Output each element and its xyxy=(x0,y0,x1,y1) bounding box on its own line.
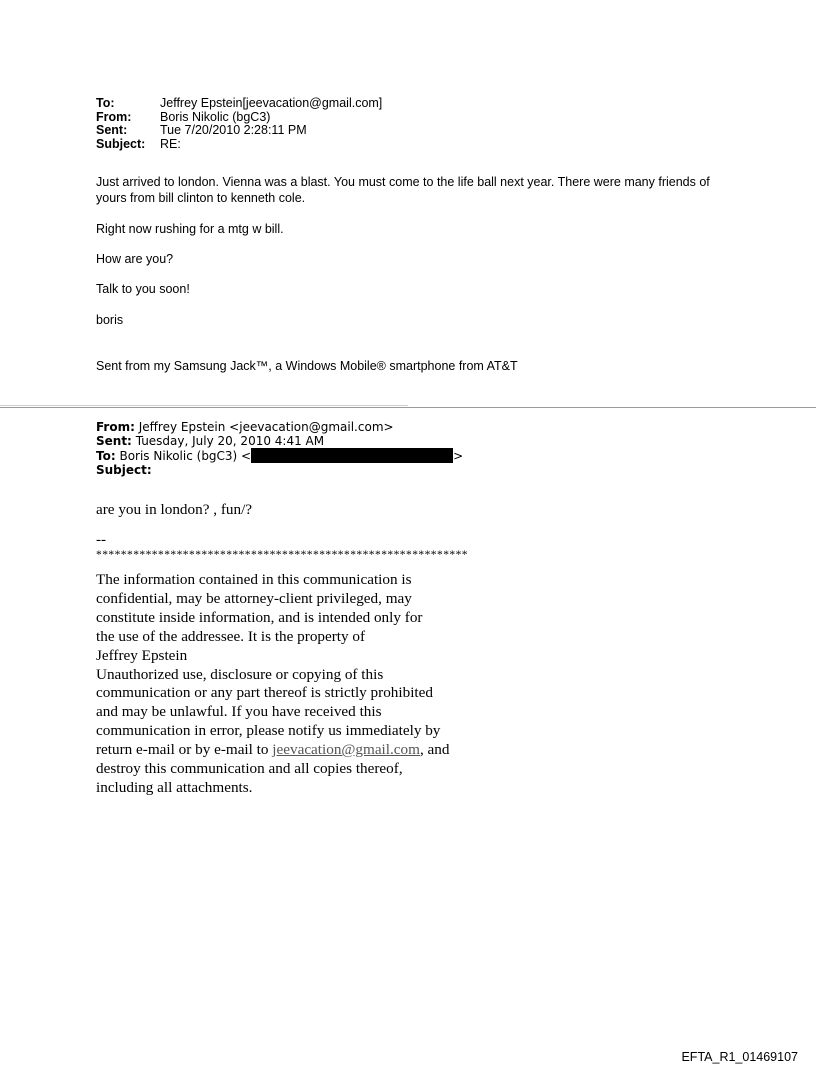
original-body: are you in london? , fun/? xyxy=(96,501,253,518)
original-to-label: To: xyxy=(96,449,116,464)
original-subject-label: Subject: xyxy=(96,462,152,477)
original-sent-row xyxy=(96,434,656,448)
reply-sent-row xyxy=(96,124,716,138)
email-link[interactable]: jeevacation@gmail.com xyxy=(272,741,420,759)
original-to-value: Boris Nikolic (bgC3) < xyxy=(119,449,252,464)
disclaimer-line: destroy this communication and all copies thereof, xyxy=(96,760,403,778)
disclaimer-line: Jeffrey Epstein xyxy=(96,646,188,664)
original-subject-row xyxy=(96,463,656,477)
disclaimer-line: and may be unlawful. If you have received this xyxy=(96,703,382,721)
confidentiality-disclaimer xyxy=(96,571,556,798)
subject-label: Subject: xyxy=(96,136,146,151)
from-label: From: xyxy=(96,109,132,124)
disclaimer-line: the use of the addressee. It is the property of xyxy=(96,627,366,645)
mobile-signature: Sent from my Samsung Jack™, a Windows Mobile® smartphone from AT&T xyxy=(96,359,518,373)
from-value: Boris Nikolic (bgC3) xyxy=(160,109,271,124)
original-from-row xyxy=(96,420,656,434)
separator-line xyxy=(0,407,816,408)
original-to-tail: > xyxy=(453,449,464,464)
reply-body-paragraph: boris xyxy=(96,313,124,327)
asterisk-divider: ************************************************************ xyxy=(96,549,468,561)
original-sent-value: Tuesday, July 20, 2010 4:41 AM xyxy=(135,434,325,449)
reply-subject-row xyxy=(96,138,716,152)
reply-body-paragraph: Just arrived to london. Vienna was a blast. You must come to the life ball next year. There were many friends of yours from bill clinton to kenneth cole. xyxy=(96,175,710,205)
original-header xyxy=(96,420,656,477)
reply-body-paragraph: How are you? xyxy=(96,252,174,266)
original-from-value: Jeffrey Epstein <jeevacation@gmail.com> xyxy=(138,420,394,434)
reply-body-paragraph: Talk to you soon! xyxy=(96,282,190,296)
separator-accent xyxy=(0,405,408,406)
sent-value: Tue 7/20/2010 2:28:11 PM xyxy=(160,123,307,138)
reply-body-paragraph: Right now rushing for a mtg w bill. xyxy=(96,222,284,236)
original-sent-label: Sent: xyxy=(96,434,132,449)
disclaimer-line: communication in error, please notify us immediately by xyxy=(96,722,441,740)
disclaimer-line: The information contained in this communication is xyxy=(96,571,412,588)
document-id: EFTA_R1_01469107 xyxy=(681,1050,798,1064)
disclaimer-line: Unauthorized use, disclosure or copying of this xyxy=(96,665,384,683)
reply-to-row xyxy=(96,97,716,111)
original-from-label: From: xyxy=(96,420,135,434)
disclaimer-link-suffix: , and xyxy=(419,741,450,759)
reply-from-row xyxy=(96,111,716,125)
redaction-box xyxy=(251,448,453,463)
signature-dash: -- xyxy=(96,531,107,548)
disclaimer-link-line xyxy=(96,741,556,760)
original-to-row xyxy=(96,448,656,462)
disclaimer-line: confidential, may be attorney-client privileged, may xyxy=(96,589,412,607)
to-value: Jeffrey Epstein[jeevacation@gmail.com] xyxy=(160,96,383,110)
subject-value: RE: xyxy=(160,136,181,151)
disclaimer-line: including all attachments. xyxy=(96,778,253,796)
disclaimer-line: constitute inside information, and is intended only for xyxy=(96,608,423,626)
disclaimer-line: communication or any part thereof is strictly prohibited xyxy=(96,684,433,702)
reply-header xyxy=(96,97,716,151)
sent-label: Sent: xyxy=(96,123,128,138)
disclaimer-link-prefix: return e-mail or by e-mail to xyxy=(96,741,273,759)
to-label: To: xyxy=(96,96,115,110)
